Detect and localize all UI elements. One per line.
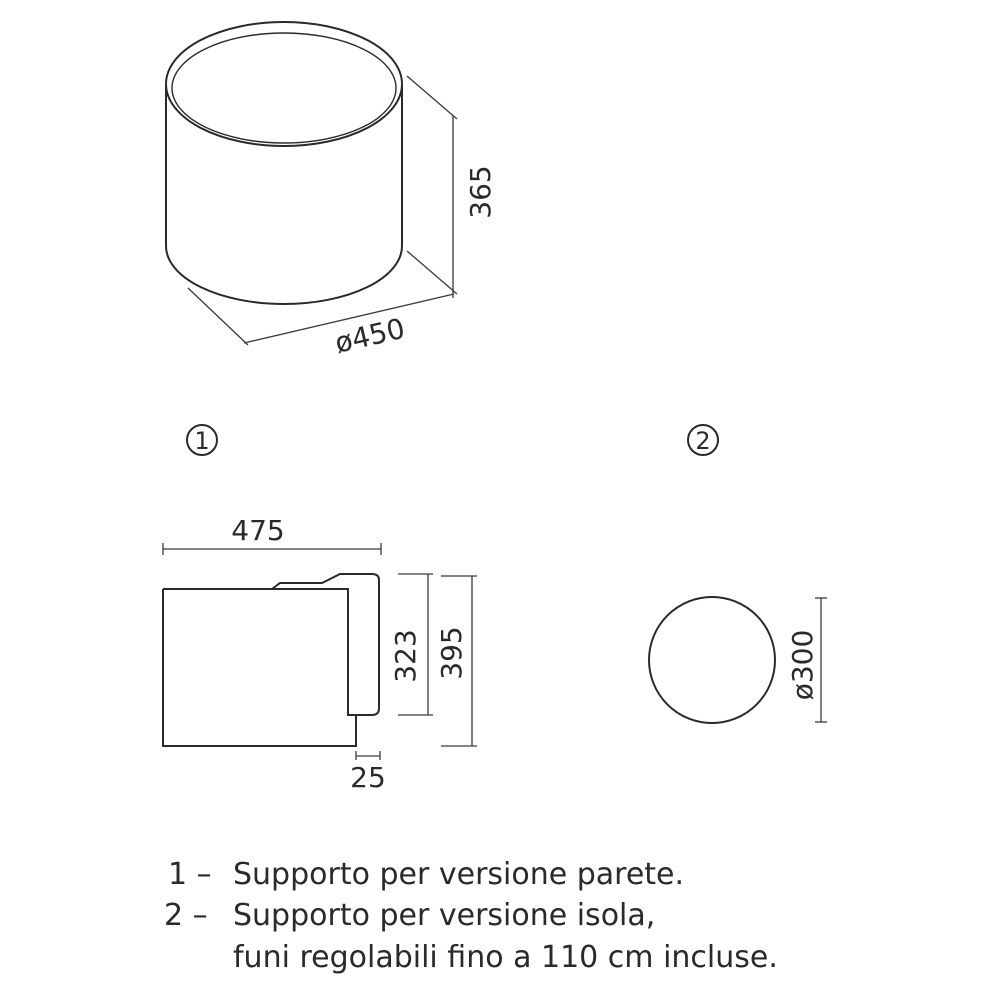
diameter-dimension <box>188 288 454 360</box>
height-dimension <box>407 76 497 298</box>
bracket-outline <box>163 574 379 715</box>
wall-bracket-drawing <box>163 514 477 794</box>
plate-diameter-label: ø300 <box>786 629 819 701</box>
legend-2-text-continued: funi regolabili fino a 110 cm incluse. <box>233 940 778 975</box>
cylinder-bottom-edge <box>166 246 402 304</box>
ceiling-plate-drawing <box>649 597 827 723</box>
legend-2-text: Supporto per versione isola, <box>233 898 656 933</box>
diameter-label: ø450 <box>331 311 408 360</box>
legend-2-number: 2 – <box>164 898 208 933</box>
hood-body-outline <box>163 589 356 746</box>
legend-1-text: Supporto per versione parete. <box>233 857 685 892</box>
marker-2-label: 2 <box>695 427 711 455</box>
cylinder-top-rim <box>166 22 402 146</box>
marker-1 <box>187 425 217 455</box>
height-label: 365 <box>464 165 497 219</box>
offset-label: 25 <box>350 761 386 794</box>
cylinder-inner-rim <box>172 33 396 143</box>
bracket-height-label: 323 <box>389 629 422 683</box>
legend-1-number: 1 – <box>168 857 212 892</box>
marker-2 <box>688 425 718 455</box>
marker-1-label: 1 <box>194 427 210 455</box>
overall-height-label: 395 <box>435 626 468 680</box>
cylinder-hood <box>166 22 402 304</box>
ceiling-plate-circle <box>649 597 775 723</box>
depth-label: 475 <box>231 514 285 547</box>
